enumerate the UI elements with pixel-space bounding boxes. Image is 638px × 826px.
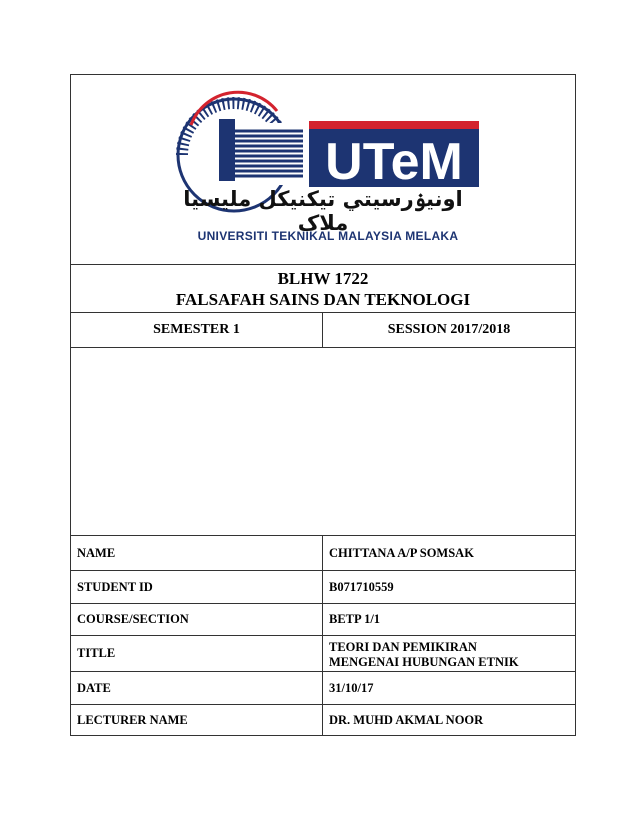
cover-sheet bbox=[70, 74, 576, 736]
session-text: SESSION 2017/2018 bbox=[387, 322, 511, 337]
name-value: CHITTANA A/P SOMSAK bbox=[329, 545, 474, 560]
jawi-university-name: اونيۏرسيتي تيکنيکل مليسيا ملاک bbox=[183, 187, 463, 235]
lecturer-name-label: LECTURER NAME bbox=[71, 705, 323, 736]
date-value: 31/10/17 bbox=[329, 680, 374, 695]
lecturer-name-value: DR. MUHD AKMAL NOOR bbox=[329, 713, 484, 727]
session-cell bbox=[323, 313, 575, 347]
semester-cell bbox=[71, 313, 323, 347]
student-id-label: STUDENT ID bbox=[71, 571, 323, 603]
blank-area bbox=[71, 348, 575, 536]
university-name: UNIVERSITI TEKNIKAL MALAYSIA MELAKA bbox=[197, 229, 459, 243]
student-id-value: B071710559 bbox=[329, 579, 394, 594]
course-section-value: BETP 1/1 bbox=[329, 612, 381, 626]
title-value-line1: TEORI DAN PEMIKIRAN bbox=[329, 639, 477, 654]
logo-section bbox=[71, 75, 575, 265]
table-row bbox=[71, 536, 575, 571]
utem-logo bbox=[71, 75, 575, 264]
title-label: TITLE bbox=[71, 636, 323, 671]
title-value-line2: MENGENAI HUBUNGAN ETNIK bbox=[329, 654, 519, 669]
table-row bbox=[71, 571, 575, 604]
course-section-label: COURSE/SECTION bbox=[71, 604, 323, 635]
table-row bbox=[71, 672, 575, 705]
course-title-section bbox=[71, 265, 575, 313]
table-row bbox=[71, 636, 575, 672]
name-label: NAME bbox=[71, 536, 323, 570]
course-name: FALSAFAH SAINS DAN TEKNOLOGI bbox=[175, 290, 471, 309]
table-row bbox=[71, 604, 575, 636]
semester-text: SEMESTER 1 bbox=[153, 322, 240, 337]
table-row bbox=[71, 705, 575, 736]
utem-wordmark bbox=[309, 121, 479, 191]
semester-session-row bbox=[71, 313, 575, 348]
date-label: DATE bbox=[71, 672, 323, 704]
details-table bbox=[71, 536, 575, 736]
course-code: BLHW 1722 bbox=[277, 269, 369, 288]
svg-text:UTeM: UTeM bbox=[325, 133, 463, 191]
title-value bbox=[323, 636, 575, 671]
